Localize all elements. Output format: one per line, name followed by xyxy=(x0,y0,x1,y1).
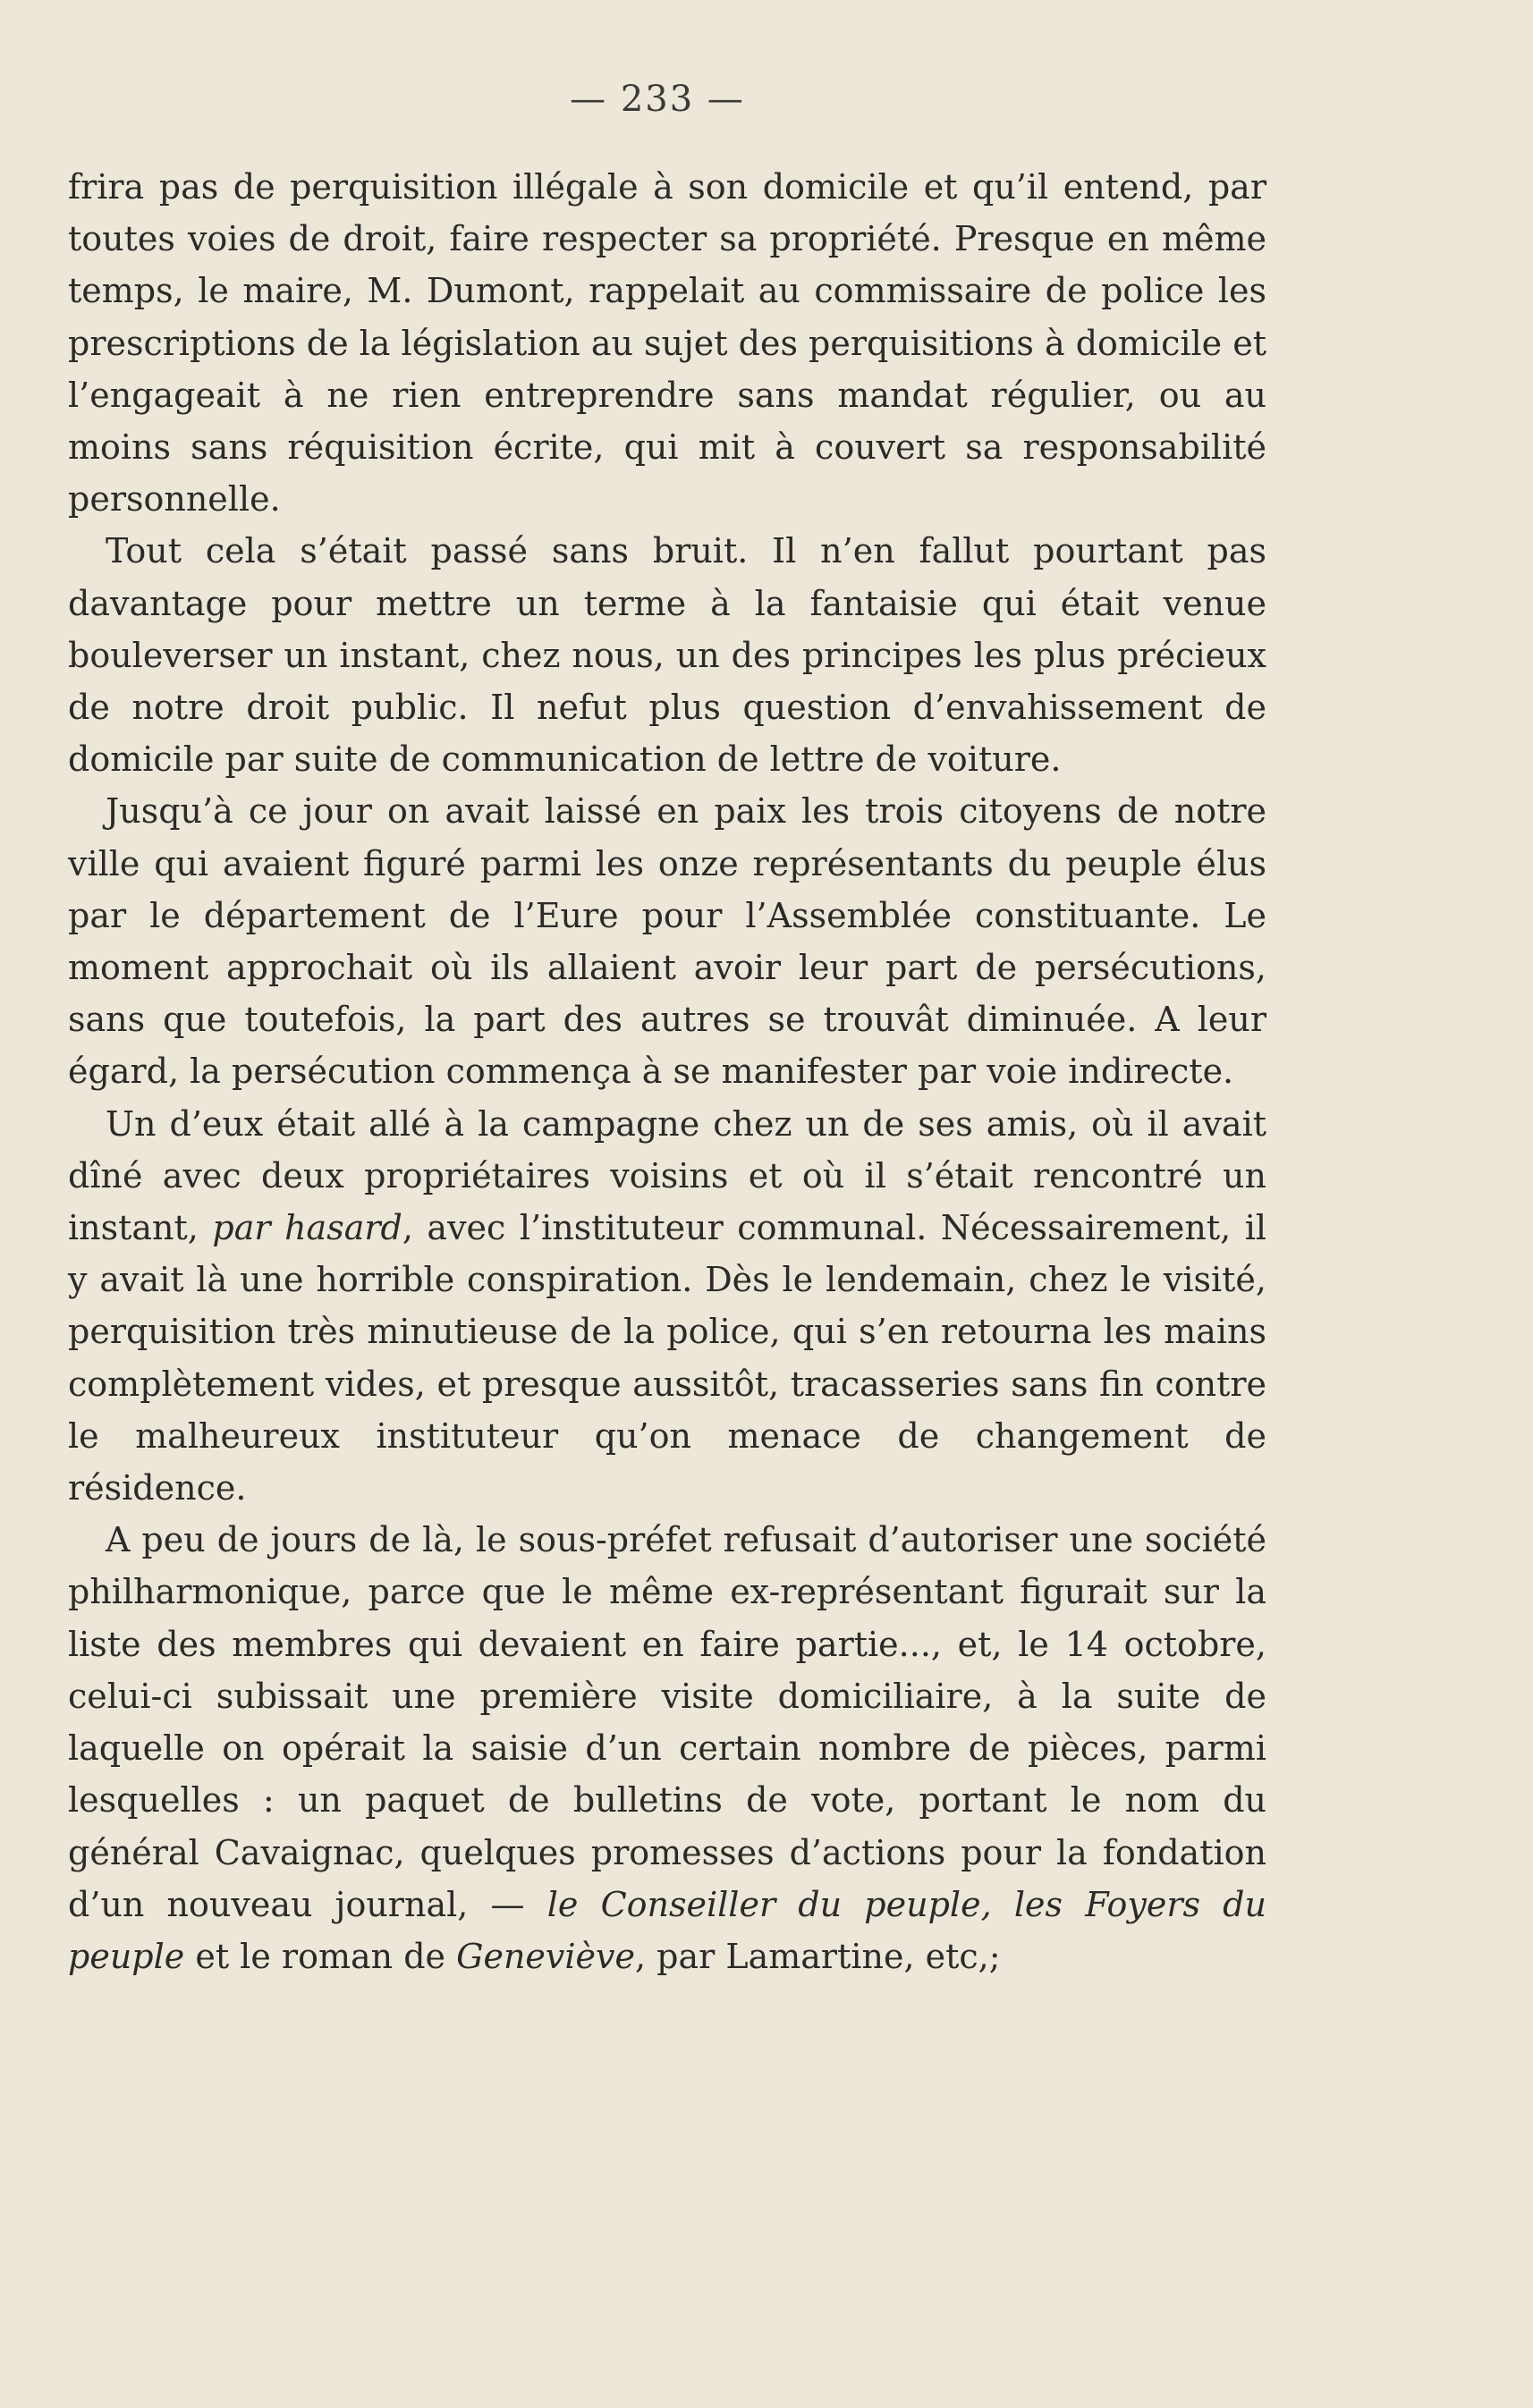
paragraph-1-text: frira pas de perquisition illégale à son domicile et qu’il entend, par toutes voies de droit, faire respecter sa propriété. Presque en même temps, le maire, M. Dumont, rappelait au commissaire de police les prescriptions de la législation au sujet des perquisitions à domicile et l’engageait à ne rien entreprendre sans mandat régulier, ou au moins sans réquisition écrite, qui mit à couvert sa responsabilité personnelle. xyxy=(68,167,1267,520)
paragraph-2 xyxy=(68,525,1266,785)
paragraph-5 xyxy=(68,1514,1266,1982)
paragraph-5-italic-novel: Geneviève xyxy=(456,1936,635,1976)
paragraph-4 xyxy=(68,1098,1266,1515)
paragraph-5-text-a: A peu de jours de là, le sous-préfet refusait d’autoriser une société philharmonique, parce que le même ex-représentant figurait sur la liste des membres qui devaient en faire partie..., et, le 14 octobre, celui-ci subissait une première visite domiciliaire, à la suite de laquelle on opérait la saisie d’un certain nombre de pièces, parmi lesquelles : un paquet de bulletins de vote, portant le nom du général Cavaignac, quelques promesses d’actions pour la fondation d’un nouveau journal, — xyxy=(68,1520,1266,1924)
paragraph-3-text: Jusqu’à ce jour on avait laissé en paix les trois citoyens de notre ville qui avaient figuré parmi les onze représentants du peuple élus par le département de l’Eure pour l’Assemblée constituante. Le moment approchait où ils allaient avoir leur part de persécutions, sans que toutefois, la part des autres se trouvât diminuée. A leur égard, la persécution commença à se manifester par voie indirecte. xyxy=(68,791,1266,1092)
paragraph-4-italic: par hasard xyxy=(212,1208,402,1248)
body-text xyxy=(68,161,1266,1982)
paragraph-3 xyxy=(68,785,1266,1097)
page-number: — 233 — xyxy=(570,79,745,120)
paragraph-5-text-c: , par Lamartine, etc,; xyxy=(634,1936,1001,1976)
paragraph-4-text-a: Un d’eux était allé à la campagne chez un de ses amis, où il avait dîné avec deux propriétaires voisins et où il s’était rencontré un instant, xyxy=(68,1103,1266,1248)
paragraph-5-italic-titles: le Conseiller du peuple, les Foyers du peuple xyxy=(68,1884,1266,1976)
paragraph-4-text-b: , avec l’instituteur communal. Nécessairement, il y avait là une horrible conspiration. Dès le lendemain, chez le visité, perquisition très minutieuse de la police, qui s’en retourna les mains complètement vides, et presque aussitôt, tracasseries sans fin contre le malheureux instituteur qu’on menace de changement de résidence. xyxy=(68,1208,1266,1508)
paragraph-1 xyxy=(68,161,1266,525)
paragraph-5-text-b: et le roman de xyxy=(184,1936,457,1976)
paragraph-2-text: Tout cela s’était passé sans bruit. Il n’en fallut pourtant pas davantage pour mettre un terme à la fantaisie qui était venue bouleverser un instant, chez nous, un des principes les plus précieux de notre droit public. Il nefut plus question d’envahissement de domicile par suite de communication de lettre de voiture. xyxy=(68,531,1266,780)
